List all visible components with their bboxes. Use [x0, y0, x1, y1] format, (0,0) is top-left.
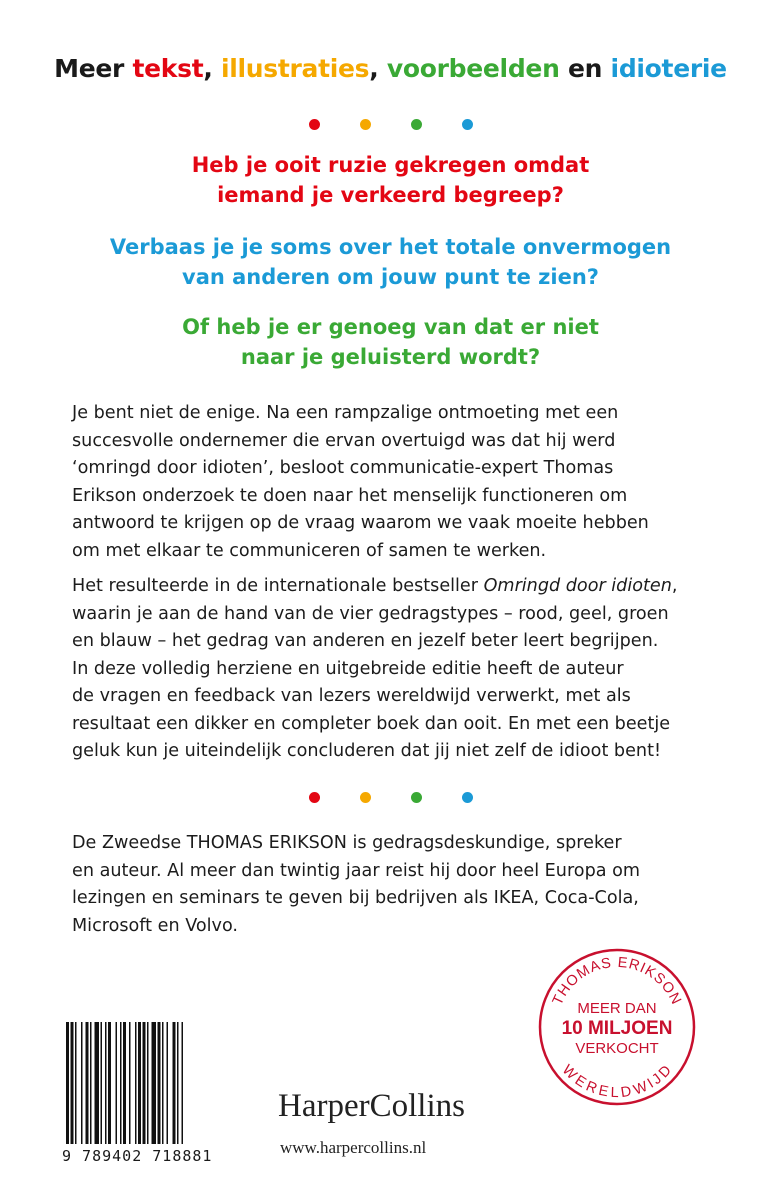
yellow-dot [360, 792, 371, 803]
barcode-bar [129, 1022, 131, 1144]
text-line: Microsoft en Volvo. [72, 915, 239, 936]
sales-seal [537, 947, 697, 1107]
headline-word-illustraties: illustraties [220, 54, 370, 83]
text-line: waarin je aan de hand van de vier gedragstypes – rood, geel, groen [72, 603, 669, 624]
text-line: succesvolle ondernemer die ervan overtuigd was dat hij werd [72, 430, 616, 451]
text-line: ‘omringd door idioten’, besloot communicatie-expert Thomas [72, 458, 614, 478]
barcode-bar [162, 1022, 164, 1144]
text-line: Erikson onderzoek te doen naar het menselijk functioneren om [72, 485, 628, 506]
question-blue [60, 232, 721, 292]
text-line: In deze volledig herziene en uitgebreide editie heeft de auteur [72, 658, 624, 679]
blue-dot [462, 792, 473, 803]
barcode-bar [66, 1022, 69, 1144]
barcode-bar [116, 1022, 118, 1144]
red-dot [309, 792, 320, 803]
color-dots-bottom [0, 788, 781, 807]
seal-arc-top: THOMAS ERIKSON [549, 954, 685, 1008]
blue-dot [462, 119, 473, 130]
green-dot [411, 792, 422, 803]
barcode-bar [138, 1022, 141, 1144]
text-fragment: , [671, 576, 678, 596]
book-title: Omringd door idioten [483, 576, 672, 596]
publisher-logo: HarperCollins [278, 1088, 465, 1124]
barcode-bar [167, 1022, 169, 1144]
text-line: en auteur. Al meer dan twintig jaar reist hij door heel Europa om [72, 860, 641, 881]
yellow-dot [360, 119, 371, 130]
text-line: Je bent niet de enige. Na een rampzalige ontmoeting met een [72, 403, 619, 423]
barcode-bar [95, 1022, 100, 1144]
barcode-bar [81, 1022, 83, 1144]
barcode-bar [182, 1022, 184, 1144]
text-line: geluk kun je uiteindelijk concluderen dat jij niet zelf de idioot bent! [72, 741, 662, 761]
barcode-bar [158, 1022, 161, 1144]
seal-line-2: 10 MILJOEN [561, 1018, 673, 1039]
seal-line-1: MEER DAN [577, 1000, 657, 1017]
barcode-bar [108, 1022, 111, 1144]
barcode-bar [177, 1022, 179, 1144]
barcode [62, 1022, 234, 1147]
barcode-bar [101, 1022, 103, 1144]
headline-word-en: en [567, 54, 603, 83]
barcode-bar [75, 1022, 77, 1144]
question-line: van anderen om jouw punt te zien? [182, 265, 599, 289]
text-line [72, 573, 722, 601]
headline-word-tekst: tekst [132, 54, 204, 83]
text-line: de vragen en feedback van lezers wereldwijd verwerkt, met als [72, 686, 631, 706]
headline-separator: , [369, 54, 387, 83]
barcode-bar [147, 1022, 149, 1144]
seal-arc-bottom: WERELDWIJD [558, 1061, 676, 1102]
question-line: Heb je ooit ruzie gekregen omdat [191, 153, 590, 177]
barcode-bar [105, 1022, 107, 1144]
headline [0, 54, 781, 83]
barcode-bar [173, 1022, 176, 1144]
text-line: antwoord te krijgen op de vraag waarom we vaak moeite hebben [72, 513, 649, 533]
bestseller-paragraph [72, 573, 722, 766]
barcode-bar [120, 1022, 122, 1144]
intro-paragraph [72, 400, 722, 565]
barcode-bar [135, 1022, 137, 1144]
seal-line-3: VERKOCHT [575, 1040, 659, 1057]
green-dot [411, 119, 422, 130]
barcode-bar [123, 1022, 126, 1144]
text-line: om met elkaar te communiceren of samen te werken. [72, 540, 547, 561]
question-line: iemand je verkeerd begreep? [217, 183, 564, 207]
headline-separator: , [203, 54, 221, 83]
barcode-bar [71, 1022, 74, 1144]
publisher-website: www.harpercollins.nl [280, 1138, 427, 1157]
barcode-bar [143, 1022, 146, 1144]
color-dots-top [0, 115, 781, 134]
headline-word-idioterie: idioterie [610, 54, 727, 83]
question-line: Verbaas je je soms over het totale onvermogen [109, 235, 672, 259]
question-line: Of heb je er genoeg van dat er niet [182, 315, 599, 339]
red-dot [309, 119, 320, 130]
text-line: resultaat een dikker en completer boek dan ooit. En met een beetje [72, 713, 671, 734]
question-line: naar je geluisterd wordt? [240, 345, 541, 369]
headline-word-voorbeelden: voorbeelden [386, 54, 560, 83]
barcode-bar [152, 1022, 157, 1144]
headline-word-meer: Meer [54, 54, 125, 83]
isbn-number: 9 789402 718881 [62, 1147, 213, 1165]
text-line: De Zweedse THOMAS ERIKSON is gedragsdeskundige, spreker [72, 833, 622, 853]
text-fragment: Het resulteerde in de internationale bestseller [72, 576, 484, 596]
question-red [60, 150, 721, 210]
text-line: en blauw – het gedrag van anderen en jezelf beter leert begrijpen. [72, 631, 659, 651]
question-green [60, 312, 721, 372]
author-bio [72, 830, 722, 940]
text-line: lezingen en seminars te geven bij bedrijven als IKEA, Coca-Cola, [72, 888, 639, 908]
barcode-bar [86, 1022, 89, 1144]
barcode-bar [90, 1022, 92, 1144]
